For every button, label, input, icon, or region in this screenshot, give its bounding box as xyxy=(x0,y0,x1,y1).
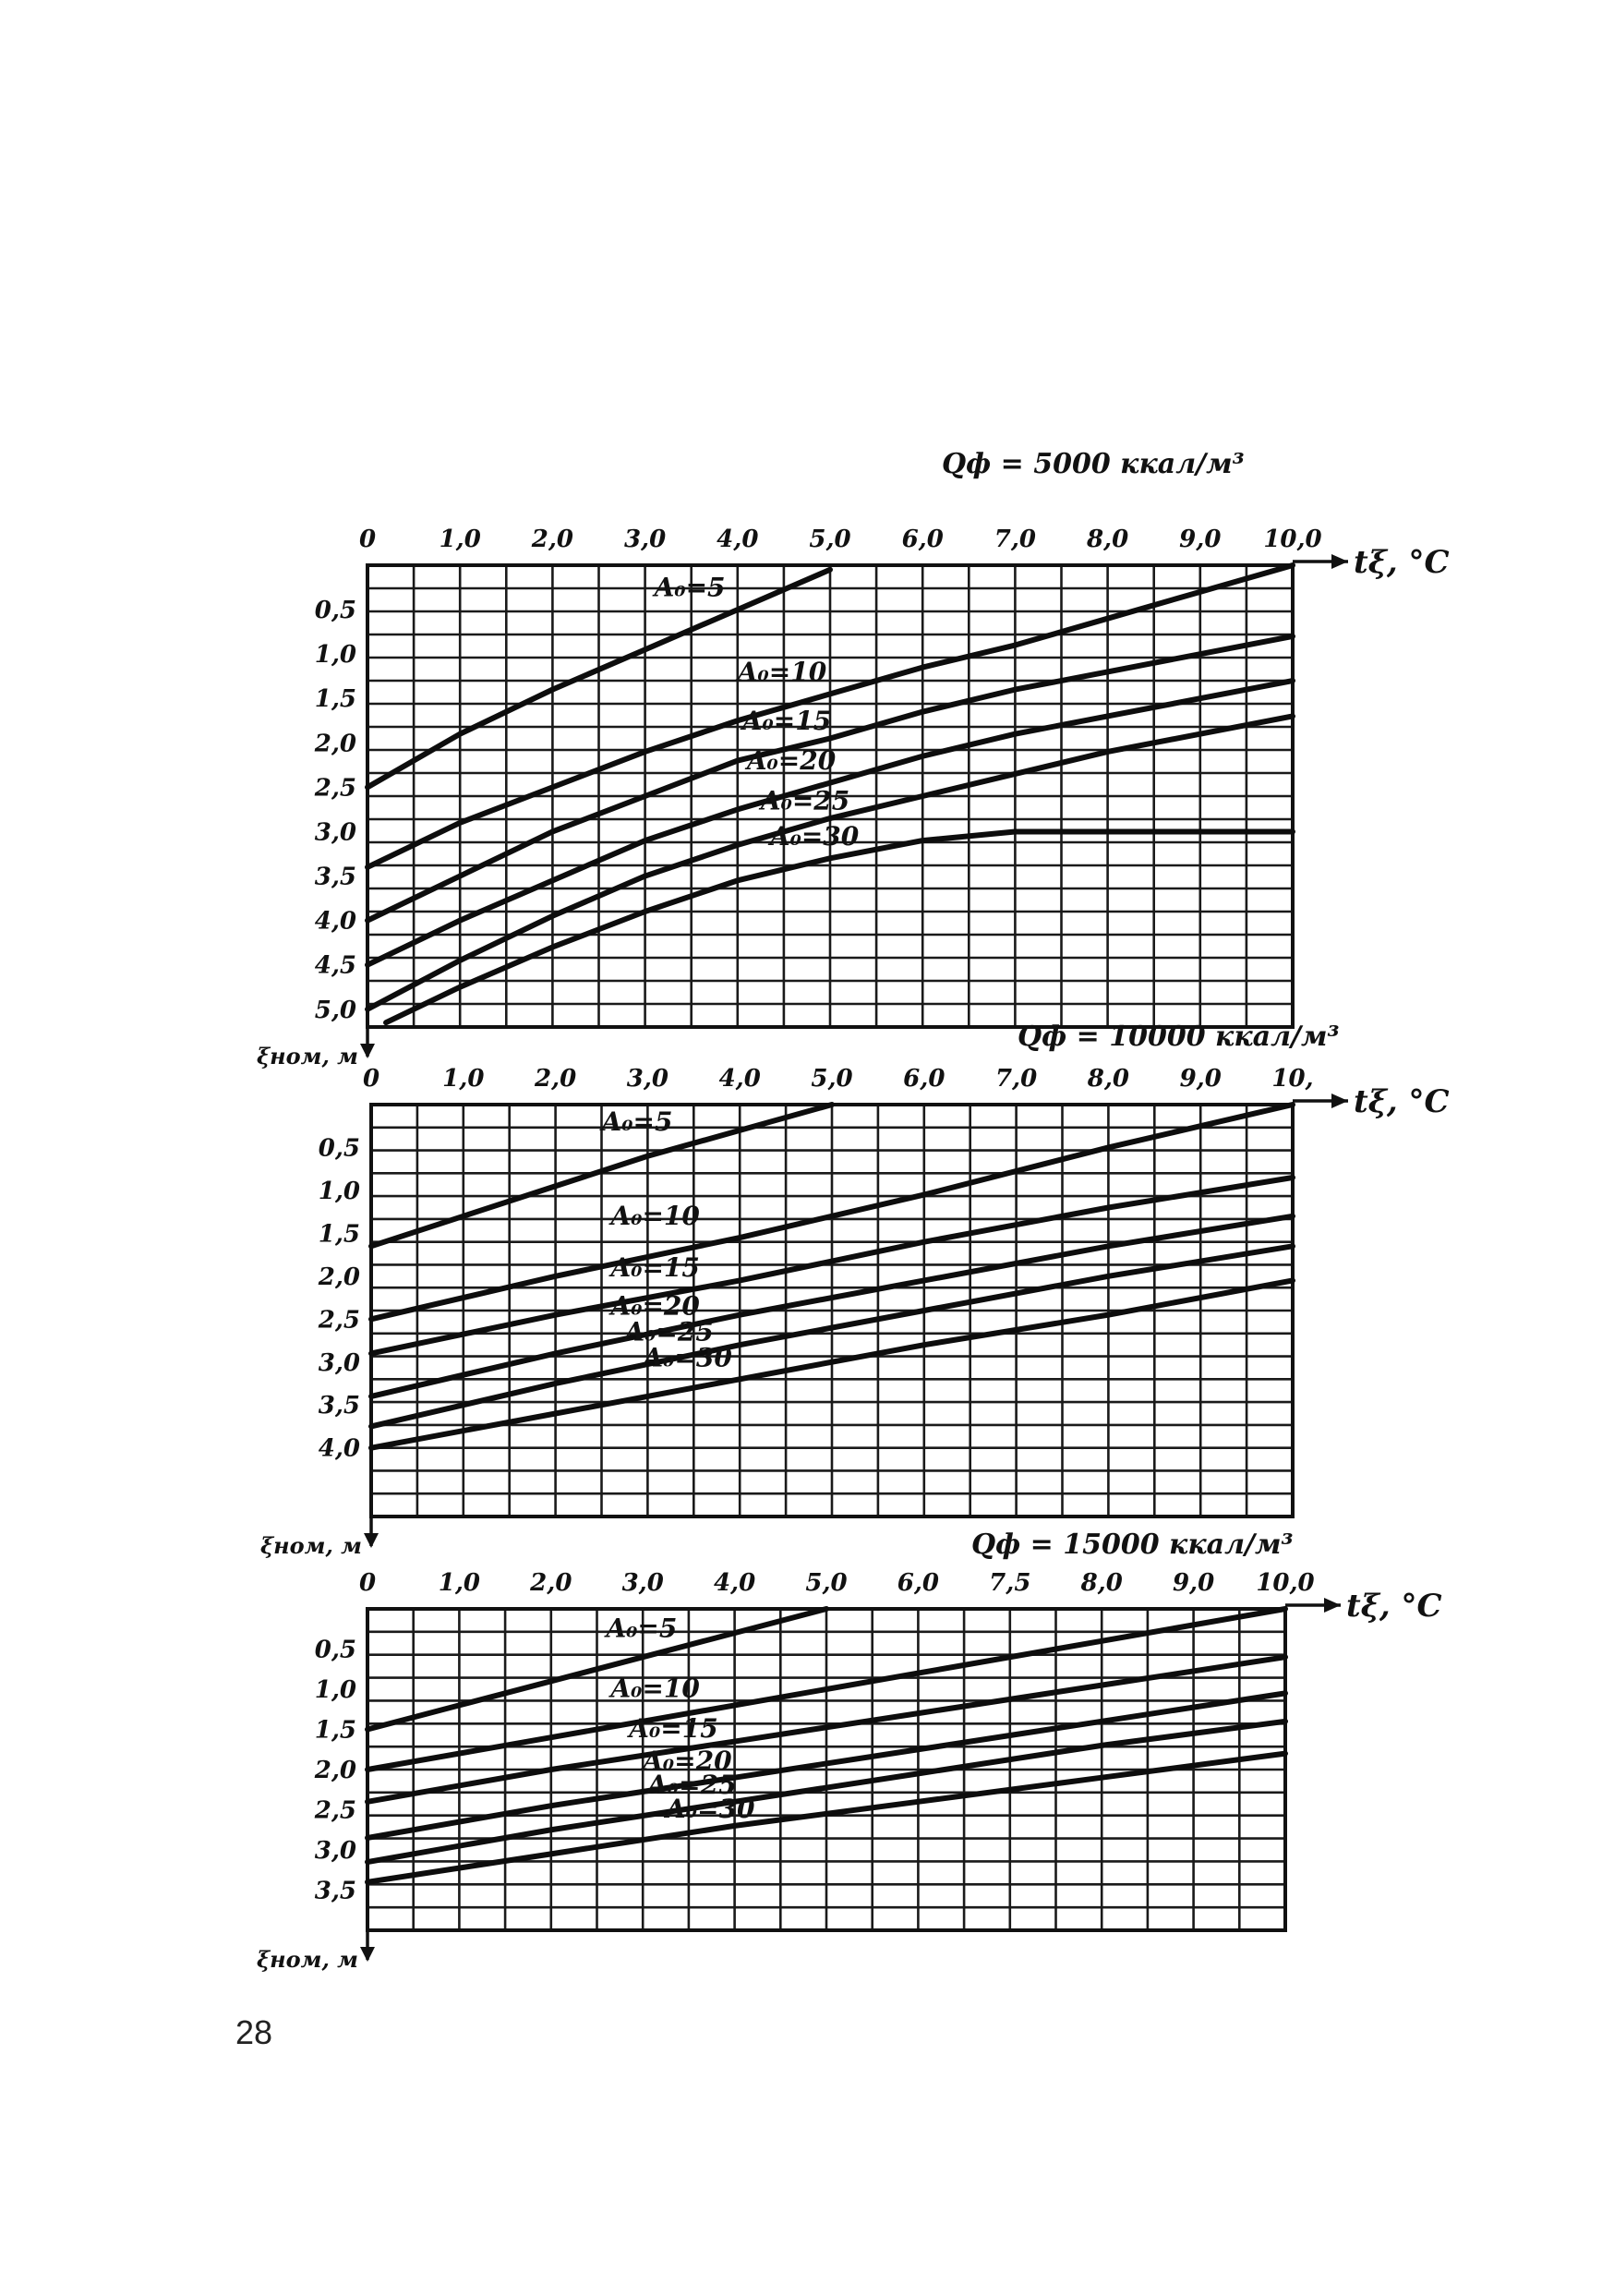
x-tick-label: 5,0 xyxy=(809,526,851,553)
x-tick-label: 7,0 xyxy=(994,1065,1038,1093)
y-axis-label: ξном, м xyxy=(259,1532,362,1559)
series-6 xyxy=(386,821,1293,1022)
x-tick-label: 6,0 xyxy=(897,1569,940,1597)
y-tick-label: 4,0 xyxy=(314,907,356,936)
x-tick-label: 8,0 xyxy=(1087,1065,1130,1093)
y-tick-label: 3,0 xyxy=(318,1348,360,1377)
series-label: A₀=25 xyxy=(647,1770,737,1801)
x-tick-label: 10, xyxy=(1271,1065,1314,1093)
x-axis-label: tξ, °C xyxy=(1354,544,1450,581)
y-axis-arrowhead xyxy=(364,1533,379,1548)
x-tick-label: 0 xyxy=(358,1569,377,1597)
y-tick-label: 0,5 xyxy=(318,1134,360,1163)
x-tick-label: 1,0 xyxy=(438,1569,481,1597)
x-tick-label: 6,0 xyxy=(901,526,944,553)
series-label: A₀=10 xyxy=(737,657,827,687)
chart-panel-1 xyxy=(257,448,1450,1069)
x-tick-label: 1,0 xyxy=(442,1065,485,1093)
series-line xyxy=(386,831,1293,1022)
y-tick-label: 2,5 xyxy=(314,1796,356,1825)
x-tick-label: 8,0 xyxy=(1086,526,1129,553)
y-tick-label: 5,0 xyxy=(314,996,356,1024)
y-axis-arrowhead xyxy=(360,1947,375,1962)
x-tick-label: 3,0 xyxy=(626,1065,669,1093)
x-tick-label: 2,0 xyxy=(531,526,574,553)
chart-title: Qф = 10000 ккал/м³ xyxy=(1018,1021,1340,1053)
x-tick-label: 9,0 xyxy=(1172,1569,1215,1597)
y-tick-label: 4,0 xyxy=(318,1434,360,1463)
series-label: A₀=30 xyxy=(666,1794,755,1825)
x-tick-label: 9,0 xyxy=(1179,1065,1222,1093)
chart-panel-3 xyxy=(257,1529,1442,1973)
x-tick-label: 0 xyxy=(362,1065,380,1093)
y-tick-label: 2,0 xyxy=(314,730,356,758)
x-axis-arrowhead xyxy=(1324,1598,1341,1613)
y-tick-label: 1,5 xyxy=(314,685,356,714)
x-tick-label: 5,0 xyxy=(805,1569,848,1597)
chart-title: Qф = 5000 ккал/м³ xyxy=(942,448,1245,480)
x-tick-label: 8,0 xyxy=(1080,1569,1123,1597)
series-label: A₀=5 xyxy=(601,1106,673,1137)
y-tick-label: 1,5 xyxy=(314,1716,356,1745)
x-axis-arrowhead xyxy=(1331,1094,1348,1108)
series-label: A₀=15 xyxy=(629,1713,718,1745)
y-axis-arrowhead xyxy=(360,1044,375,1058)
x-tick-label: 2,0 xyxy=(534,1065,577,1093)
x-tick-label: 4,0 xyxy=(717,526,759,553)
x-tick-label: 7,0 xyxy=(994,526,1037,553)
x-tick-label: 10,0 xyxy=(1263,526,1322,553)
y-tick-label: 3,5 xyxy=(314,1877,356,1905)
y-tick-label: 1,0 xyxy=(318,1177,360,1205)
y-tick-label: 3,5 xyxy=(318,1392,360,1420)
y-tick-label: 3,0 xyxy=(314,1837,356,1865)
series-label: A₀=20 xyxy=(746,745,837,777)
x-tick-label: 3,0 xyxy=(621,1569,664,1597)
x-tick-label: 10,0 xyxy=(1256,1569,1315,1597)
y-axis-label: ξном, м xyxy=(256,1043,358,1069)
series-label: A₀=5 xyxy=(654,572,726,603)
y-tick-label: 3,0 xyxy=(314,818,356,847)
x-tick-label: 1,0 xyxy=(439,526,481,553)
series-label: A₀=15 xyxy=(610,1251,700,1283)
x-tick-label: 9,0 xyxy=(1179,526,1222,553)
y-tick-label: 2,5 xyxy=(314,774,356,803)
x-axis-arrowhead xyxy=(1331,554,1348,569)
grid xyxy=(371,1105,1293,1517)
y-tick-label: 2,0 xyxy=(314,1757,356,1784)
y-tick-label: 1,0 xyxy=(314,1676,356,1704)
series-label: A₀=25 xyxy=(760,785,850,816)
x-tick-label: 5,0 xyxy=(811,1065,853,1093)
y-tick-label: 2,5 xyxy=(318,1306,360,1335)
y-tick-label: 0,5 xyxy=(314,1636,356,1664)
y-axis-label: ξном, м xyxy=(256,1946,358,1973)
series-label: A₀=10 xyxy=(610,1201,700,1232)
x-axis-label: tξ, °C xyxy=(1354,1083,1450,1120)
series-label: A₀=15 xyxy=(741,705,832,736)
y-tick-label: 0,5 xyxy=(314,597,356,625)
series-label: A₀=30 xyxy=(643,1342,732,1373)
chart-title: Qф = 15000 ккал/м³ xyxy=(971,1529,1294,1561)
x-tick-label: 0 xyxy=(358,526,377,553)
y-tick-label: 1,5 xyxy=(318,1220,360,1249)
y-tick-label: 3,5 xyxy=(314,863,356,891)
y-tick-label: 2,0 xyxy=(318,1263,360,1291)
page-number: 28 xyxy=(235,2013,273,2051)
y-tick-label: 1,0 xyxy=(314,641,356,670)
x-tick-label: 6,0 xyxy=(903,1065,946,1093)
x-tick-label: 4,0 xyxy=(713,1569,756,1597)
series-label: A₀=30 xyxy=(769,820,860,852)
series-label: A₀=25 xyxy=(624,1316,714,1347)
series-label: A₀=20 xyxy=(610,1290,700,1322)
x-tick-label: 3,0 xyxy=(623,526,667,553)
x-tick-label: 7,5 xyxy=(989,1569,1031,1597)
chart-panel-2 xyxy=(260,1021,1450,1559)
series-label: A₀=20 xyxy=(643,1746,732,1776)
x-axis-label: tξ, °C xyxy=(1346,1588,1442,1625)
x-tick-label: 4,0 xyxy=(718,1065,761,1093)
series-label: A₀=10 xyxy=(610,1673,700,1704)
x-tick-label: 2,0 xyxy=(530,1569,572,1597)
series-label: A₀=5 xyxy=(606,1613,678,1644)
y-tick-label: 4,5 xyxy=(314,951,356,980)
